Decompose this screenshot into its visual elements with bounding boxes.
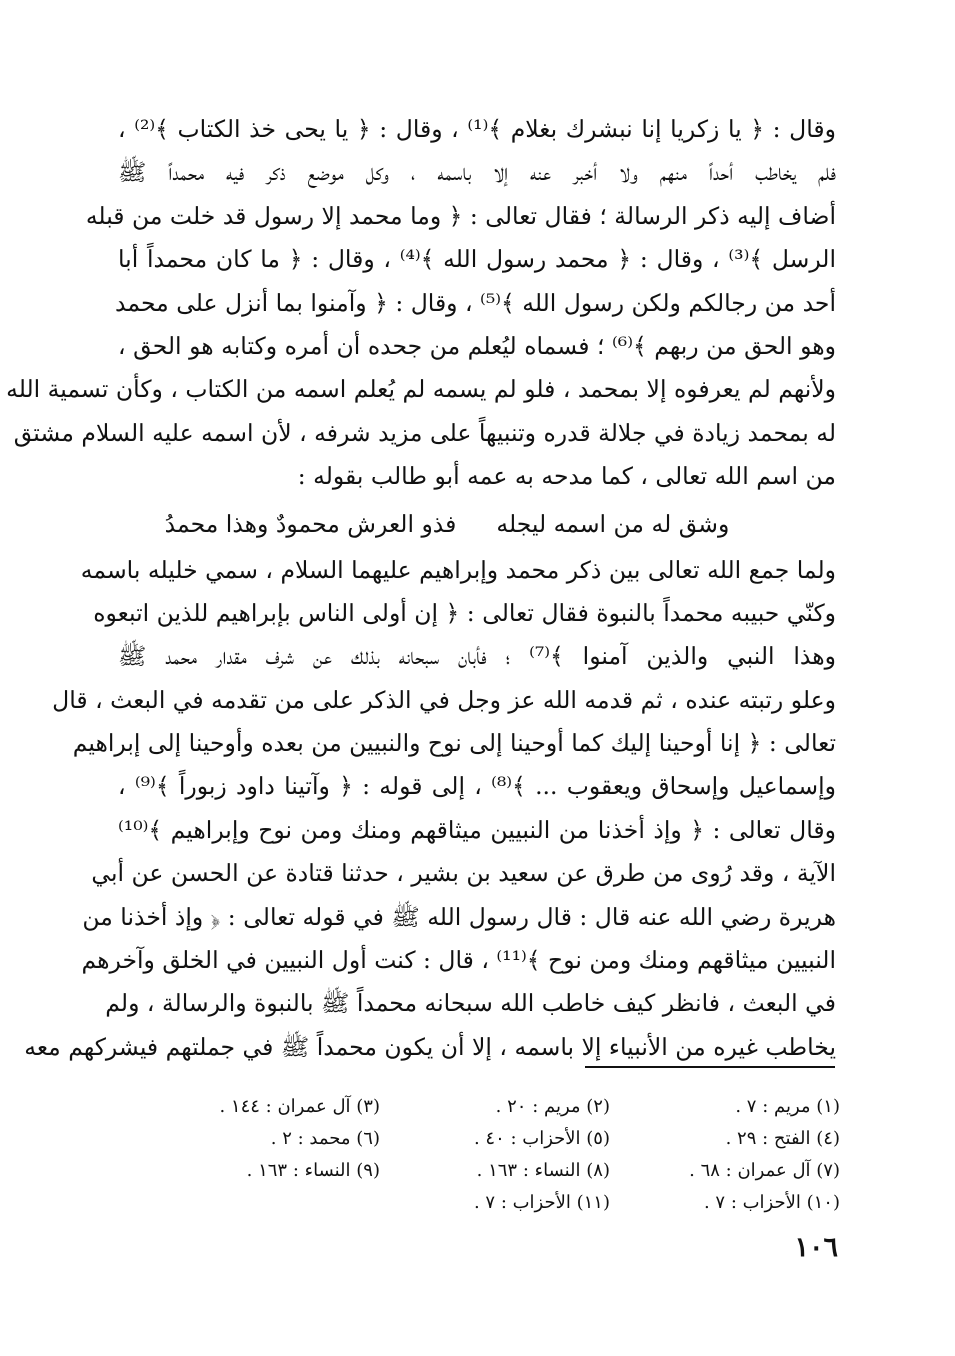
footnote-item: (٥) الأحزاب : ٤٠ .: [473, 1128, 610, 1149]
footnote-item: (٩) النساء : ١٦٣ .: [246, 1160, 380, 1181]
footnote-item: (١١) الأحزاب : ٧ .: [473, 1192, 610, 1213]
footnote-item: (٣) آل عمران : ١٤٤ .: [219, 1096, 380, 1117]
text-line-8: له بمحمد زيادة في جلالة قدره وتنبيهاً على مزيد شرفه ، لأن اسمه عليه السلام مشتق: [13, 418, 836, 447]
footnote-item: (٨) النساء : ١٦٣ .: [476, 1160, 610, 1181]
text-line-6: وهو الحق من ربهم ﴾⁽⁶⁾ ؛ فسماه ليُعلم من جحده أن أمره وكتابه هو الحق ،: [118, 331, 836, 360]
text-line-5: أحد من رجالكم ولكن رسول الله ﴾⁽⁵⁾ ، وقال : ﴿ وآمنوا بما أنزل على محمد: [115, 288, 836, 317]
verse-second-hemistich: فذو العرش محمودٌ وهذا محمدُ: [164, 509, 457, 538]
poetry-verse: [118, 499, 836, 549]
text-line-13: وعلو رتبته عنده ، ثم قدمه الله عز وجل في الذكر على من تقدمه في البعث ، قال: [52, 685, 836, 714]
footnote-item: (١٠) الأحزاب : ٧ .: [703, 1192, 840, 1213]
page-number: ١٠٦: [794, 1232, 838, 1263]
text-line-3: أضاف إليه ذكر الرسالة ؛ فقال تعالى : ﴿ وما محمد إلا رسول قد خلت من قبله: [85, 201, 836, 230]
footnotes: [150, 1092, 840, 1218]
text-line-17: الآية ، وقد رُوى من طرق عن سعيد بن بشير ، حدثنا قتادة عن الحسن عن أبي: [91, 859, 836, 888]
footnote-item: (٤) الفتح : ٢٩ .: [725, 1128, 840, 1149]
text-line-16: وقال تعالى : ﴿ وإذ أخذنا من النبيين ميثاقهم ومنك ومن نوح وإبراهيم ﴾⁽¹⁰⁾: [118, 815, 836, 844]
text-line-10: ولما جمع الله تعالى بين ذكر محمد وإبراهيم عليهما السلام ، سمي خليله باسمه: [80, 555, 836, 584]
text-line-1: وقال : ﴿ يا زكريا إنا نبشرك بغلام ﴾⁽¹⁾ ، وقال : ﴿ يا يحى خذ الكتاب ﴾⁽²⁾ ،: [118, 115, 836, 143]
verse-first-hemistich: وشق له من اسمه ليجله: [496, 509, 730, 538]
footnote-item: (٧) آل عمران : ٦٨ .: [689, 1160, 840, 1181]
text-line-21: يخاطب غيره من الأنبياء إلا باسمه ، إلا أن يكون محمداً ﷺ في جملتهم فيشركهم معه: [24, 1032, 836, 1061]
text-line-15: وإسماعيل وإسحاق ويعقوب ... ﴾⁽⁸⁾ ، إلى قوله : ﴿ وآتينا داود زبوراً ﴾⁽⁹⁾ ،: [118, 772, 837, 801]
text-line-18: هريرة رضي الله عنه قال : قال رسول الله ﷺ في قوله تعالى : ﴿ وإذ أخذنا من: [82, 902, 836, 931]
text-line-11: وكنّي حبيبه محمداً بالنبوة فقال تعالى : ﴿ إن أولى الناس بإبراهيم للذين اتبعوه: [93, 598, 836, 627]
text-line-2: فلم يخاطب أحداً منهم ولا أخبر عنه إلا باسمه ، وكل موضع ذكر فيه محمداً ﷺ: [118, 158, 836, 187]
footnote-item: (٢) مريم : ٢٠ .: [495, 1096, 610, 1117]
footnote-item: (٦) محمد : ٢ .: [270, 1128, 380, 1149]
text-line-4: الرسل ﴾⁽³⁾ ، وقال : ﴿ محمد رسول الله ﴾⁽⁴⁾ ، وقال : ﴿ ما كان محمداً أبا: [118, 245, 836, 274]
text-line-20: في البعث ، فانظر كيف خاطب الله سبحانه محمداً ﷺ بالنبوة والرسالة ، ولم: [105, 989, 836, 1018]
text-line-19: النبيين ميثاقهم ومنك ومن نوح ﴾⁽¹¹⁾ ، قال : كنت أول النبيين في الخلق وآخرهم: [81, 946, 836, 975]
footnote-separator: [585, 1066, 835, 1068]
text-line-14: تعالى : ﴿ إنا أوحينا إليك كما أوحينا إلى نوح والنبيين من بعده وأوحينا إلى إبراهيم: [72, 729, 836, 758]
text-line-9: من اسم الله تعالى ، كما مدحه به عمه أبو طالب بقوله :: [297, 462, 836, 491]
text-line-12: وهذا النبي والذين آمنوا ﴾⁽⁷⁾ ؛ فأبان سبحانه بذلك عن شرف مقدار محمد ﷺ: [118, 642, 836, 671]
footnote-item: (١) مريم : ٧ .: [735, 1096, 840, 1117]
main-text: [6, 108, 837, 1069]
text-line-7: ولأنهم لم يعرفوه إلا بمحمد ، فلو لم يسمه لم يُعلم اسمه من الكتاب ، وكأن تسمية الله: [6, 375, 836, 404]
